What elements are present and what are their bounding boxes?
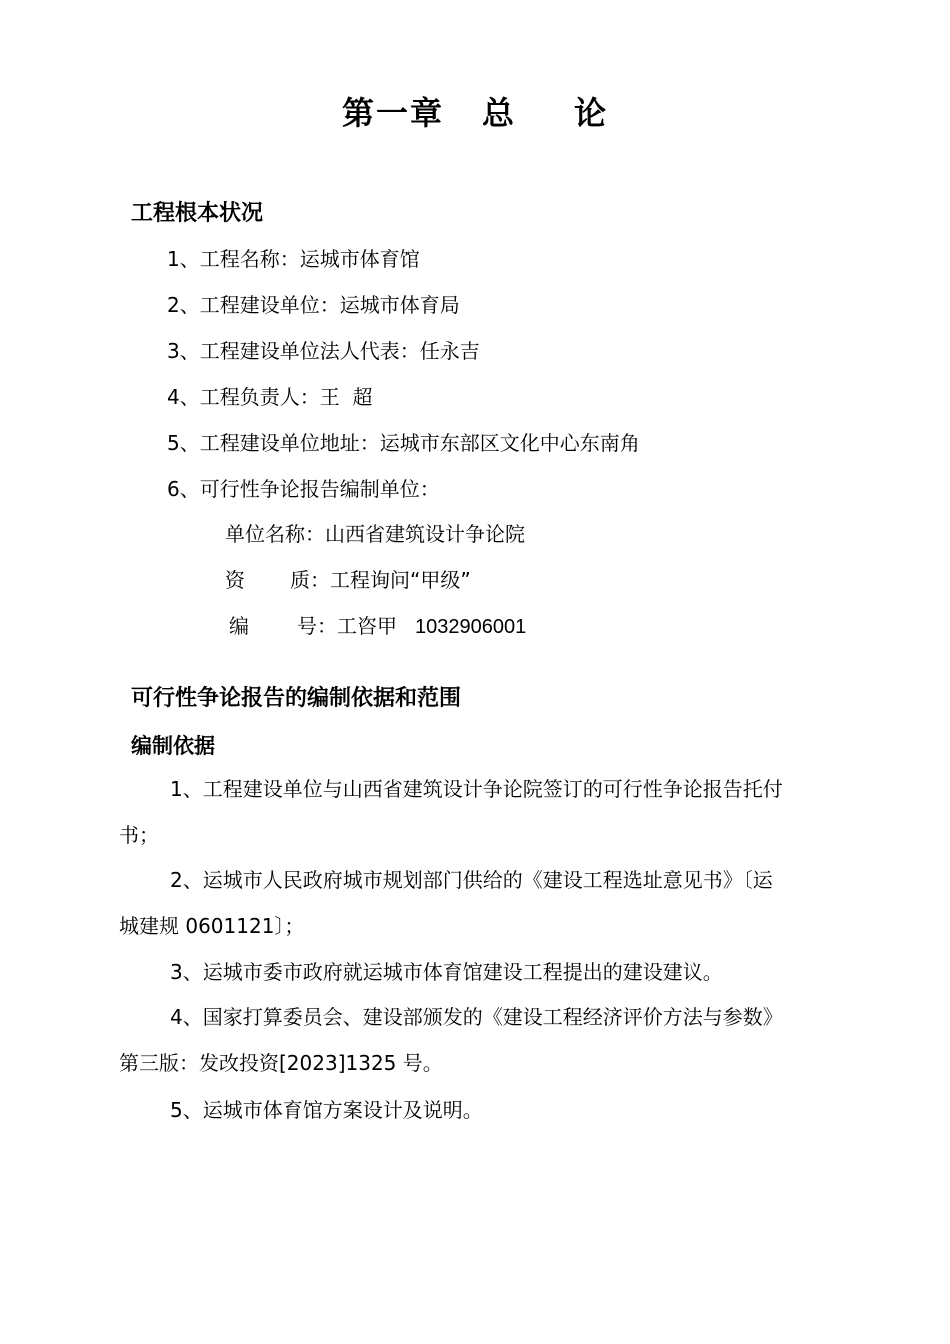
overview-item-4: 4、工程负责人：王 超 [167,385,373,409]
overview-item-3: 3、工程建设单位法人代表：任永吉 [167,339,480,363]
section-heading-project-overview: 工程根本状况 [131,201,264,226]
basis-item-1-line1: 1、工程建设单位与山西省建筑设计争论院签订的可行性争论报告托付 [170,777,783,801]
compiler-qualification [225,566,471,594]
overview-item-1: 1、工程名称：运城市体育馆 [167,247,420,271]
subheading-basis: 编制依据 [131,734,215,758]
number-label-2: 号： [297,614,337,638]
qualification-label: 资 [225,568,245,592]
compiler-number [229,612,526,641]
chapter-title-part1: 第一章 [341,94,444,132]
section-heading-basis-scope: 可行性争论报告的编制依据和范围 [131,686,462,711]
chapter-title-part3: 论 [574,94,609,132]
overview-item-6: 6、可行性争论报告编制单位： [167,477,440,501]
basis-item-2-line1: 2、运城市人民政府城市规划部门供给的《建设工程选址意见书》〔运 [170,868,773,892]
basis-item-4-line1: 4、国家打算委员会、建设部颁发的《建设工程经济评价方法与参数》 [170,1005,783,1029]
basis-item-2-line2: 城建规 0601121〕； [119,914,305,938]
number-value-text: 工咨甲 [337,614,397,638]
basis-item-1-line2: 书； [119,823,159,847]
basis-item-3: 3、运城市委市政府就运城市体育馆建设工程提出的建设建议。 [170,960,723,984]
qualification-value: 工程询问“甲级” [330,568,471,592]
basis-item-4-line2: 第三版：发改投资[2023]1325 号。 [119,1051,443,1075]
chapter-title-part2: 总 [481,94,516,132]
qualification-label-2: 质： [290,568,330,592]
overview-item-5: 5、工程建设单位地址：运城市东部区文化中心东南角 [167,431,640,455]
number-value-code: 1032906001 [415,616,527,638]
basis-item-5: 5、运城市体育馆方案设计及说明。 [170,1098,483,1122]
compiler-unit-name: 单位名称：山西省建筑设计争论院 [225,522,525,546]
number-label: 编 [229,614,249,638]
chapter-title [0,88,950,134]
overview-item-2: 2、工程建设单位：运城市体育局 [167,293,460,317]
